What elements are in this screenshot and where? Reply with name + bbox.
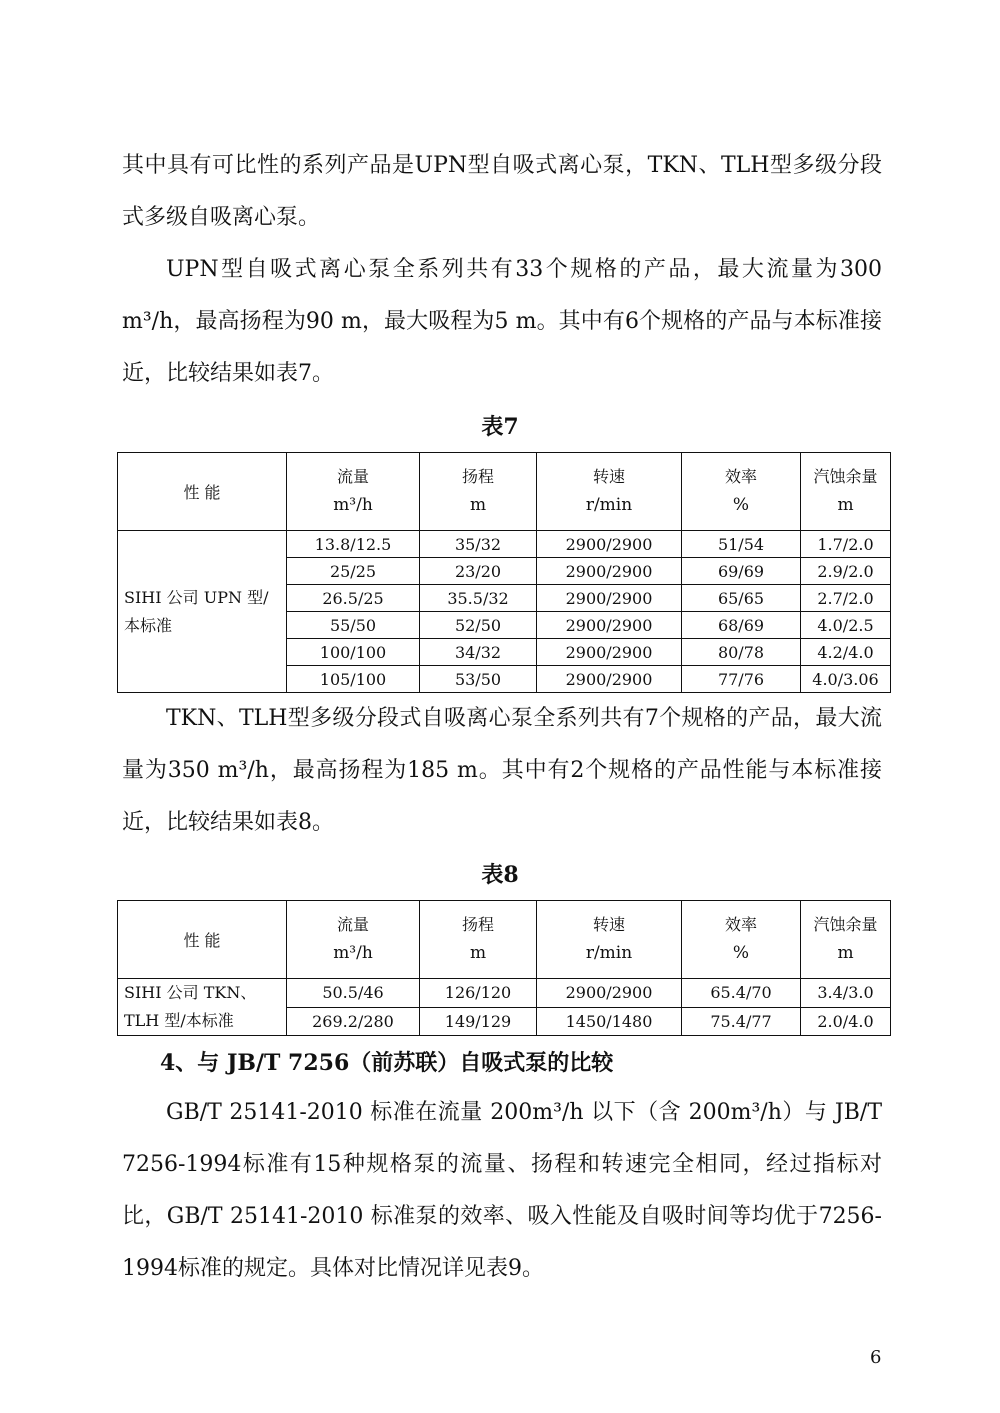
table7-col-npsh-header [801,453,891,531]
table-cell: 75.4/77 [682,1007,801,1036]
table-cell: 2.9/2.0 [801,558,891,585]
header-unit: m [837,494,854,515]
header-unit: % [732,494,750,515]
table-cell: 35/32 [420,531,537,558]
table7-caption: 表7 [481,414,519,440]
table-cell: 55/50 [287,612,420,639]
table-cell: 1.7/2.0 [801,531,891,558]
header-label: 汽蚀余量 [813,914,878,934]
table7 [117,452,891,693]
table-row [118,979,891,1008]
table-cell: 25/25 [287,558,420,585]
table-cell: 126/120 [420,979,537,1008]
header-unit: m [469,494,487,515]
paragraph-jbt-comparison: GB/T 25141-2010 标准在流量 200m³/h 以下（含 200m³/h）与 JB/T 7256-1994标准有15种规格泵的流量、扬程和转速完全相同，经过指标对比，GB/T 25141-2010 标准泵的效率、吸入性能及自吸时间等均优于7256-1994标准的规定。具体对比情况详见表9。 [122,1100,882,1281]
table-cell: 1450/1480 [537,1007,682,1036]
header-unit: % [732,942,750,963]
table8-corner-header: 性 能 [118,901,287,979]
header-unit: m [469,942,487,963]
paragraph-tkn-tlh: TKN、TLH型多级分段式自吸离心泵全系列共有7个规格的产品，最大流量为350 m³/h，最高扬程为185 m。其中有2个规格的产品性能与本标准接近，比较结果如表8。 [122,706,882,835]
table8 [117,900,891,1036]
table-cell: 4.0/3.06 [801,666,891,693]
table-cell: 2.7/2.0 [801,585,891,612]
table7-col-speed-header [537,453,682,531]
table-cell: 68/69 [682,612,801,639]
table-cell: 35.5/32 [420,585,537,612]
table7-corner-header: 性 能 [118,453,287,531]
table8-header-row [118,901,891,979]
table-cell: 105/100 [287,666,420,693]
table7-col-flow-header [287,453,420,531]
table-cell: 2.0/4.0 [801,1007,891,1036]
table-cell: 2900/2900 [537,666,682,693]
table7-col-efficiency-header [682,453,801,531]
table-cell: 2900/2900 [537,979,682,1008]
table-cell: 2900/2900 [537,612,682,639]
table8-col-efficiency-header [682,901,801,979]
header-label: 效率 [724,914,757,934]
table-cell: 69/69 [682,558,801,585]
table-cell: 2900/2900 [537,585,682,612]
table-cell: 51/54 [682,531,801,558]
table-cell: 13.8/12.5 [287,531,420,558]
table8-caption: 表8 [481,862,519,888]
table-cell: 80/78 [682,639,801,666]
table-cell: 4.0/2.5 [801,612,891,639]
table7-header-row [118,453,891,531]
table8-col-speed-header [537,901,682,979]
table8-col-head-header [420,901,537,979]
table-cell: 2900/2900 [537,531,682,558]
page-number: 6 [870,1347,882,1368]
section-heading: 4、与 JB/T 7256（前苏联）自吸式泵的比较 [160,1050,614,1076]
table-cell: 26.5/25 [287,585,420,612]
table-cell: 2900/2900 [537,558,682,585]
paragraph-intro: 其中具有可比性的系列产品是UPN型自吸式离心泵，TKN、TLH型多级分段式多级自吸离心泵。 [122,153,882,230]
header-unit: m³/h [333,942,373,963]
table-cell: 4.2/4.0 [801,639,891,666]
header-label: 扬程 [461,914,494,934]
header-label: 转速 [592,914,625,934]
table-row [118,531,891,558]
table-cell: 52/50 [420,612,537,639]
table-cell: 2900/2900 [537,639,682,666]
table8-col-npsh-header [801,901,891,979]
table-cell: 50.5/46 [287,979,420,1008]
table-cell: 3.4/3.0 [801,979,891,1008]
header-label: 效率 [724,466,757,486]
table-cell: 149/129 [420,1007,537,1036]
table-cell: 100/100 [287,639,420,666]
header-unit: m [837,942,854,963]
header-label: 扬程 [461,466,494,486]
paragraph-upn: UPN型自吸式离心泵全系列共有33个规格的产品，最大流量为300 m³/h，最高扬程为90 m，最大吸程为5 m。其中有6个规格的产品与本标准接近，比较结果如表7。 [122,257,882,386]
table-cell: 77/76 [682,666,801,693]
table-cell: 269.2/280 [287,1007,420,1036]
header-label: 转速 [592,466,625,486]
table7-group-label: SIHI 公司 UPN 型/本标准 [118,531,287,693]
header-label: 流量 [336,914,369,934]
header-unit: m³/h [333,494,373,515]
header-label: 汽蚀余量 [813,466,878,486]
table8-col-flow-header [287,901,420,979]
table-cell: 23/20 [420,558,537,585]
table-cell: 53/50 [420,666,537,693]
header-label: 流量 [336,466,369,486]
table-cell: 65.4/70 [682,979,801,1008]
header-unit: r/min [585,494,633,515]
table8-group-label: SIHI 公司 TKN、TLH 型/本标准 [118,979,287,1036]
table7-col-head-header [420,453,537,531]
table-cell: 65/65 [682,585,801,612]
table-cell: 34/32 [420,639,537,666]
header-unit: r/min [585,942,633,963]
